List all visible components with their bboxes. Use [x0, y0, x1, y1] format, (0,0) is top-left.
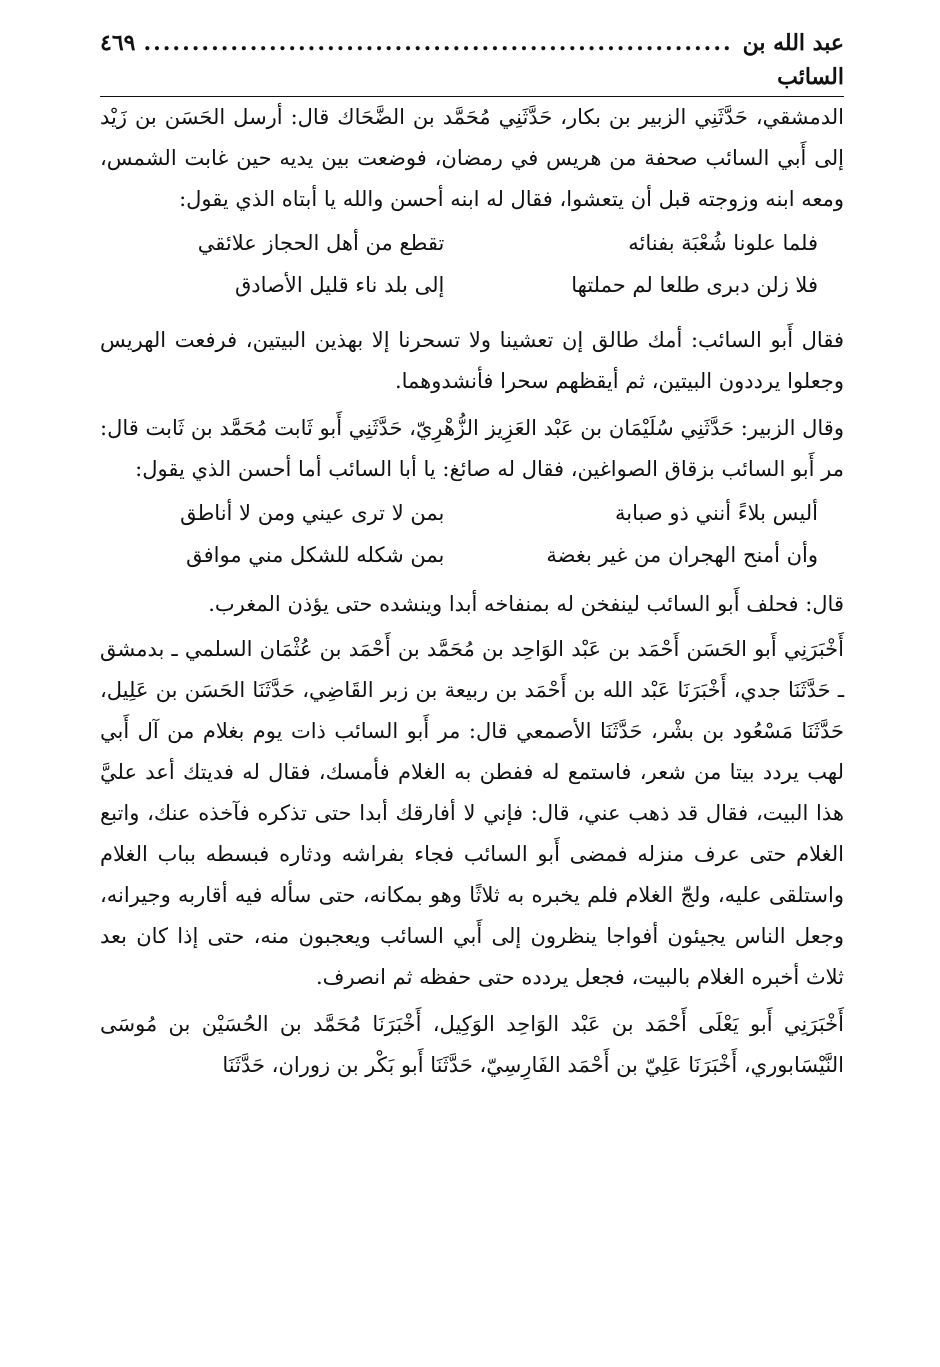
header-title: عبد الله بن السائب — [742, 30, 844, 90]
verse-first-hemistich: أليس بلاءً أنني ذو صبابة — [615, 501, 818, 525]
verse-line — [126, 492, 818, 534]
running-header — [100, 26, 844, 97]
verse-second-hemistich: تقطع من أهل الحجاز علائقي — [197, 231, 445, 255]
header-leader-dots: ............................................................. — [143, 30, 733, 56]
paragraph-6: أَخْبَرَنِي أَبو يَعْلَى أَحْمَد بن عَبْد الوَاحِد الوَكِيل، أَخْبَرَنَا مُحَمَّد بن الحُسَيْن بن مُوسَى النَّيْسَابوري، أَخْبَرَنَا عَلِيّ بن أَحْمَد الفَارِسِيّ، حَدَّثَنَا أَبو بَكْر بن زوران، حَدَّثَنَا — [100, 1012, 844, 1077]
verse-second-hemistich: إلى بلد ناء قليل الأصادق — [235, 273, 445, 297]
verse-second-hemistich: بمن شكله للشكل مني موافق — [186, 543, 445, 567]
verse-second-hemistich: بمن لا ترى عيني ومن لا أناطق — [180, 501, 445, 525]
verse-block-2 — [100, 492, 844, 576]
verse-first-hemistich: فلا زلن دبرى طلعا لم حملتها — [571, 273, 818, 297]
verse-first-hemistich: وأن أمنح الهجران من غير بغضة — [546, 543, 818, 567]
paragraph-2: فقال أَبو السائب: أمك طالق إن تعشينا ولا تسحرنا إلا بهذين البيتين، فرفعت الهريس وجعلوا يرددون البيتين، ثم أيقظهم سحرا فأنشدوهما. — [100, 328, 844, 393]
verse-line — [126, 264, 818, 306]
verse-first-hemistich: فلما علونا شُعْبَة بفنائه — [628, 231, 818, 255]
paragraph-5: أَخْبَرَنِي أَبو الحَسَن أَحْمَد بن عَبْد الوَاحِد بن مُحَمَّد بن أَحْمَد بن عُثْمَان السلمي ـ بدمشق ـ حَدَّثَنَا جدي، أَخْبَرَنَا عَبْد الله بن أَحْمَد بن ربيعة بن زبر القَاضِي، حَدَّثَنَا الحَسَن بن عَلِيل، حَدَّثَنَا مَسْعُود بن بشْر، حَدَّثَنَا الأصمعي قال: مر أَبو السائب ذات يوم بغلام من آل أَبي لهب يردد بيتا من شعر، فاستمع له ففطن به الغلام فأمسك، فقال له فديتك أعد عليَّ هذا البيت، فقال قد ذهب عني، قال: فإني لا أفارقك أبدا حتى تذكره فآخذه عنك، واتبع الغلام حتى عرف منزله فمضى أَبو السائب فجاء بفراشه ودثاره فبسطه بباب الغلام واستلقى عليه، ولجّ الغلام فلم يخبره به ثلاثًا وهو بمكانه، حتى سأله فيه أقاربه وجيرانه، وجعل الناس يجيئون أفواجا ينظرون إلى أَبي السائب ويعجبون منه، حتى إذا كان بعد ثلاث أخبره الغلام بالبيت، فجعل يردده حتى حفظه ثم انصرف. — [100, 637, 844, 989]
verse-line — [126, 222, 818, 264]
paragraph-4: قال: فحلف أَبو السائب لينفخن له بمنفاخه أبدا وينشده حتى يؤذن المغرب. — [208, 592, 844, 616]
paragraph-3: وقال الزبير: حَدَّثَنِي سُلَيْمَان بن عَبْد العَزِيز الزُّهْرِيّ، حَدَّثَنِي أَبو ثَابت مُحَمَّد بن ثَابت قال: مر أَبو السائب بزقاق الصواغين، فقال له صائغ: يا أبا السائب أما أحسن الذي يقول: — [100, 416, 844, 481]
paragraph-1: الدمشقي، حَدَّثَنِي الزبير بن بكار، حَدَّثَنِي مُحَمَّد بن الضَّحَاك قال: أرسل الحَسَن بن زَيْد إلى أَبي السائب صحفة من هريس في رمضان، فوضعت بين يديه حين غابت الشمس، ومعه ابنه وزوجته قبل أن يتعشوا، فقال له ابنه أحسن والله يا أبتاه الذي يقول: — [100, 105, 844, 211]
verse-line — [126, 534, 818, 576]
page-number: ٤٦٩ — [100, 30, 136, 56]
verse-block-1 — [100, 222, 844, 306]
